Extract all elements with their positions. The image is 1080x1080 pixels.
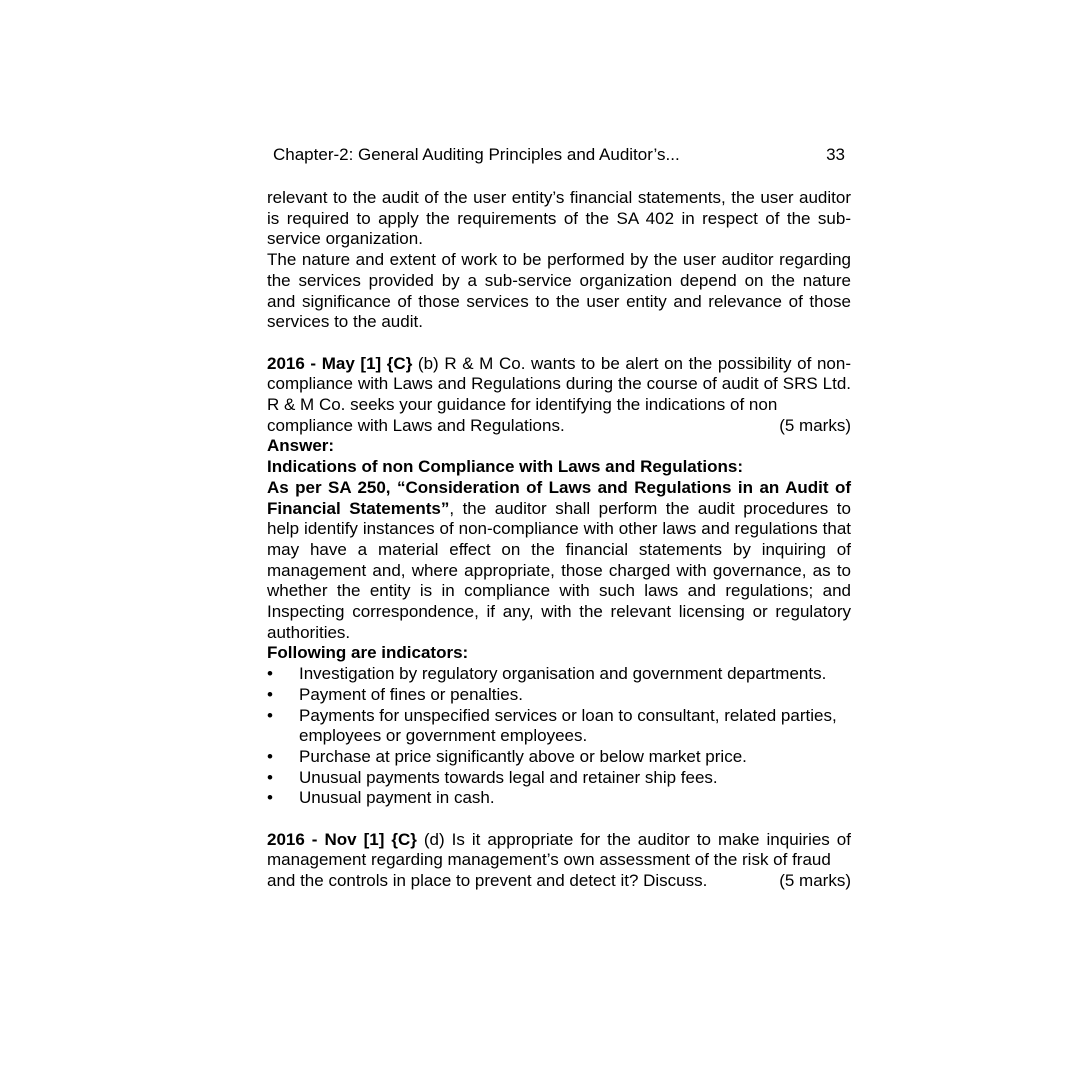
list-item: • Payments for unspecified services or loan to consultant, related parties, employees or government employees. <box>267 705 837 746</box>
bullet-icon: • <box>267 767 273 787</box>
question-nov-2016 <box>267 830 851 871</box>
bullet-icon: • <box>267 684 273 704</box>
answer-bold-lead: As per SA 250, “Consideration of Laws and Regulations in an Audit of Financial Statements” <box>267 477 851 518</box>
indicators-heading: Following are indicators: <box>267 643 469 663</box>
list-item: • Unusual payments towards legal and retainer ship fees. <box>267 767 718 787</box>
list-item: • Purchase at price significantly above or below market price. <box>267 746 747 766</box>
question-text: (b) R & M Co. wants to be alert on the possibility of non-compliance with Laws and Regulations during the course of audit of SRS Ltd. R & M Co. seeks your guidance for identifying the indications of non <box>267 353 851 415</box>
question-may-2016 <box>267 354 851 416</box>
question-text-last-line: compliance with Laws and Regulations. <box>267 415 565 435</box>
marks-label: (5 marks) <box>779 415 851 435</box>
bullet-icon: • <box>267 746 273 766</box>
bullet-icon: • <box>267 788 273 808</box>
answer-body-text: , the auditor shall perform the audit procedures to help identify instances of non-compliance with other laws and regulations that may have a material effect on the financial statements by inquiring of management and, where appropriate, those charged with governance, as to whether the entity is in compliance with such laws and regulations; and Inspecting correspondence, if any, with the relevant licensing or regulatory authorities. <box>267 498 851 642</box>
question-marks-line <box>267 416 851 437</box>
list-item: • Investigation by regulatory organisation and government departments. <box>267 664 827 684</box>
answer-heading: Indications of non Compliance with Laws and Regulations: <box>267 457 744 477</box>
bullet-icon: • <box>267 705 273 725</box>
bullet-icon: • <box>267 664 273 684</box>
running-title: Chapter-2: General Auditing Principles and Auditor’s... <box>273 145 680 164</box>
page-number: 33 <box>826 145 845 164</box>
paragraph-nature-extent: The nature and extent of work to be performed by the user auditor regarding the services provided by a sub-service organization depend on the nature and significance of those services to the user entity and relevance of those services to the audit. <box>267 250 851 332</box>
list-item: • Unusual payment in cash. <box>267 788 495 808</box>
answer-paragraph <box>267 478 851 644</box>
indicators-list <box>267 664 851 809</box>
page-body <box>267 188 851 892</box>
question-tag: 2016 - May [1] {C} <box>267 353 413 373</box>
question-marks-line <box>267 871 851 892</box>
spacer <box>267 809 851 830</box>
question-tag: 2016 - Nov [1] {C} <box>267 829 417 849</box>
question-text: (d) Is it appropriate for the auditor to make inquiries of management regarding management’s own assessment of the risk of fraud <box>267 829 851 870</box>
list-item: • Payment of fines or penalties. <box>267 684 523 704</box>
question-text-last-line: and the controls in place to prevent and detect it? Discuss. <box>267 871 708 891</box>
spacer <box>267 333 851 354</box>
answer-label: Answer: <box>267 436 335 456</box>
paragraph-sub-service-continued: relevant to the audit of the user entity’s financial statements, the user auditor is required to apply the requirements of the SA 402 in respect of the sub-service organization. <box>267 188 851 249</box>
marks-label: (5 marks) <box>779 871 851 891</box>
